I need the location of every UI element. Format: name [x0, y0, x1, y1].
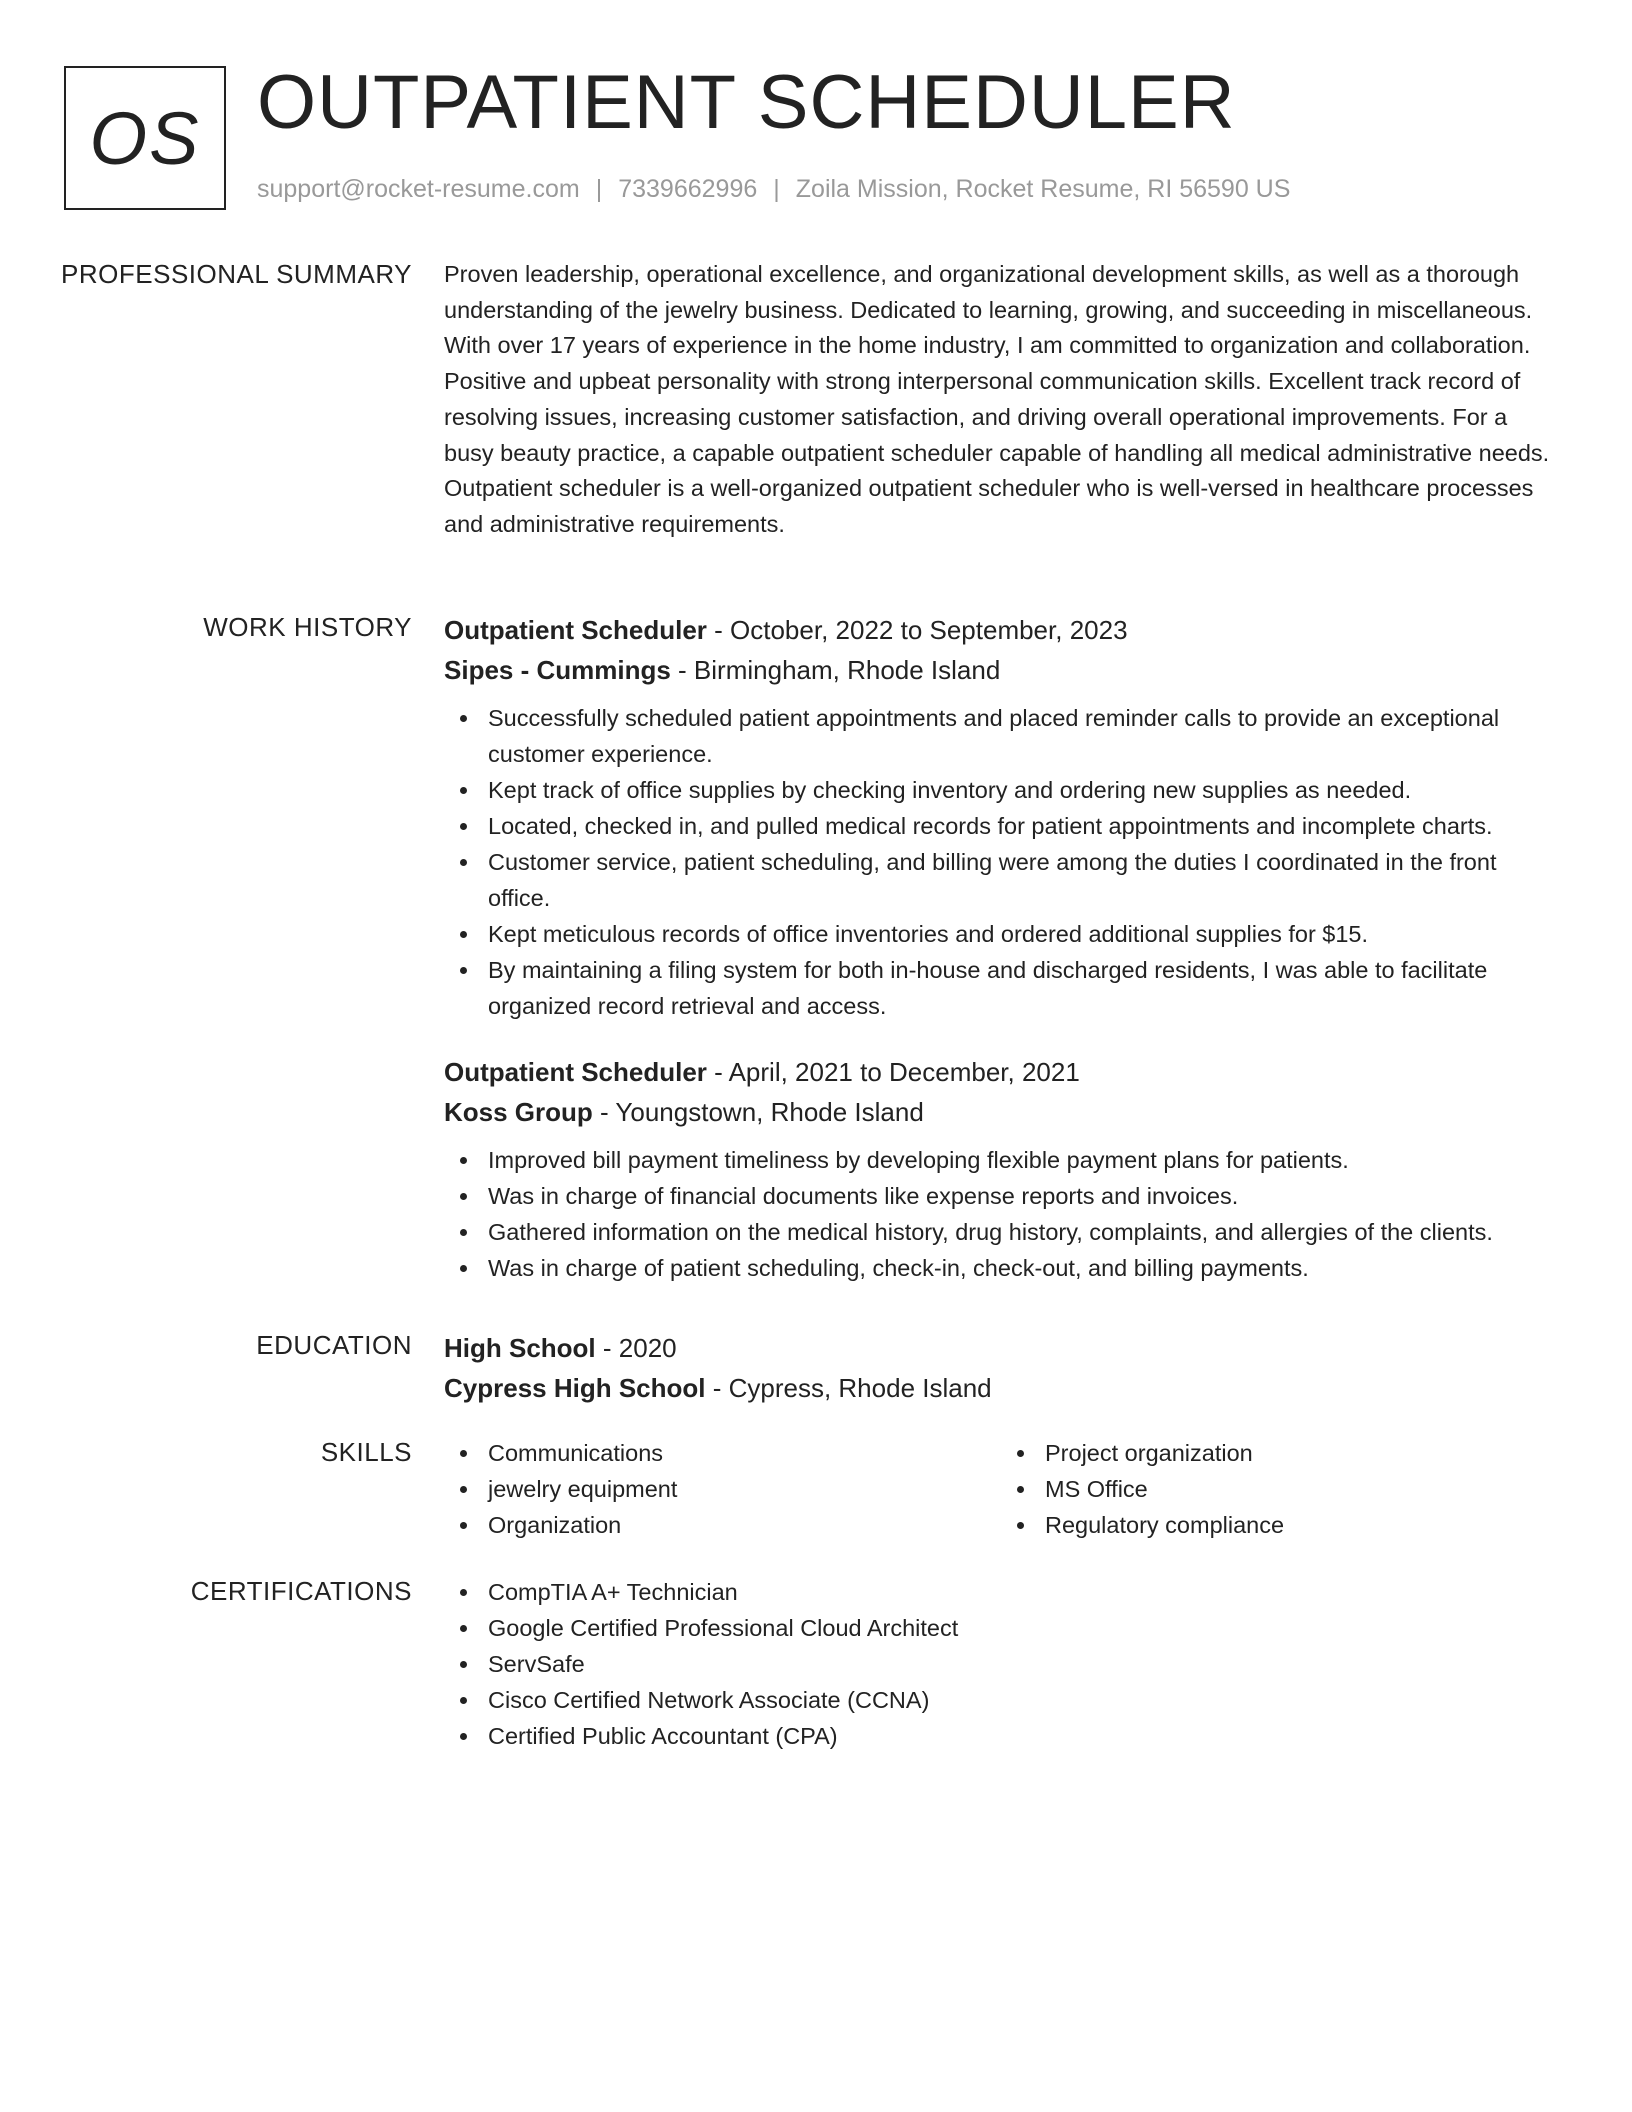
certification-item: Certified Public Accountant (CPA) — [488, 1718, 1558, 1754]
skills-grid — [444, 1435, 1558, 1543]
skill-item: Project organization — [1045, 1435, 1558, 1471]
section-label-education: EDUCATION — [256, 1330, 412, 1360]
job-bullet: Was in charge of financial documents like expense reports and invoices. — [488, 1178, 1558, 1214]
job-entry — [444, 610, 1558, 1024]
job-location: - Birmingham, Rhode Island — [670, 655, 1001, 685]
job-bullet: Customer service, patient scheduling, and billing were among the duties I coordinated in the front office. — [488, 844, 1558, 916]
job-title-line — [444, 1052, 1558, 1092]
job-dates: - April, 2021 to December, 2021 — [706, 1057, 1080, 1087]
contact-separator: | — [773, 175, 780, 203]
education-degree: High School — [444, 1333, 596, 1363]
job-bullets — [444, 700, 1558, 1024]
job-bullet: Improved bill payment timeliness by developing flexible payment plans for patients. — [488, 1142, 1558, 1178]
job-company: Sipes - Cummings — [444, 655, 671, 685]
certification-item: Cisco Certified Network Associate (CCNA) — [488, 1682, 1558, 1718]
skills-column-left — [444, 1435, 1001, 1543]
education-degree-line — [444, 1328, 1558, 1368]
education-location: - Cypress, Rhode Island — [705, 1373, 992, 1403]
contact-line — [257, 174, 1290, 204]
job-title-line — [444, 610, 1558, 650]
job-bullet: Kept track of office supplies by checking inventory and ordering new supplies as needed. — [488, 772, 1558, 808]
skill-item: Regulatory compliance — [1045, 1507, 1558, 1543]
job-title: Outpatient Scheduler — [444, 1057, 707, 1087]
monogram-logo: OS — [64, 66, 226, 210]
certification-item: Google Certified Professional Cloud Architect — [488, 1610, 1558, 1646]
job-title: Outpatient Scheduler — [444, 615, 707, 645]
skill-item: jewelry equipment — [488, 1471, 1001, 1507]
skill-item: Communications — [488, 1435, 1001, 1471]
education-school: Cypress High School — [444, 1373, 706, 1403]
job-company: Koss Group — [444, 1097, 593, 1127]
education-year: - 2020 — [595, 1333, 677, 1363]
job-company-line — [444, 650, 1558, 690]
resume-name: OUTPATIENT SCHEDULER — [257, 60, 1236, 145]
job-bullet: Was in charge of patient scheduling, check-in, check-out, and billing payments. — [488, 1250, 1558, 1286]
job-location: - Youngstown, Rhode Island — [592, 1097, 924, 1127]
section-label-work-history: WORK HISTORY — [203, 612, 412, 642]
skill-item: Organization — [488, 1507, 1001, 1543]
skill-item: MS Office — [1045, 1471, 1558, 1507]
job-bullet: Successfully scheduled patient appointments and placed reminder calls to provide an exceptional customer experience. — [488, 700, 1558, 772]
contact-separator: | — [595, 175, 603, 203]
section-label-skills: SKILLS — [320, 1437, 412, 1467]
job-dates: - October, 2022 to September, 2023 — [706, 615, 1128, 645]
contact-phone[interactable]: 7339662996 — [618, 175, 758, 203]
job-bullet: Gathered information on the medical history, drug history, complaints, and allergies of the clients. — [488, 1214, 1558, 1250]
contact-email[interactable]: support@rocket-resume.com — [257, 175, 580, 203]
section-label-certifications: CERTIFICATIONS — [190, 1576, 412, 1606]
job-entry — [444, 1052, 1558, 1286]
summary-text: Proven leadership, operational excellence, and organizational development skills, as well as a thorough understanding of the jewelry business. Dedicated to learning, growing, and succeeding in miscellaneous. With over 17 years of experience in the home industry, I am committed to organization and collaboration. Positive and upbeat personality with strong interpersonal communication skills. Excellent track record of resolving issues, increasing customer satisfaction, and driving overall operational improvements. For a busy beauty practice, a capable outpatient scheduler capable of handling all medical administrative needs. Outpatient scheduler is a well-organized outpatient scheduler who is well-versed in healthcare processes and administrative requirements. — [444, 261, 1550, 537]
job-bullet: By maintaining a filing system for both in-house and discharged residents, I was able to facilitate organized record retrieval and access. — [488, 952, 1558, 1024]
certification-item: CompTIA A+ Technician — [488, 1574, 1558, 1610]
section-label-summary: PROFESSIONAL SUMMARY — [61, 259, 412, 289]
certifications-list — [444, 1574, 1558, 1754]
contact-address: Zoila Mission, Rocket Resume, RI 56590 US — [795, 175, 1291, 203]
job-bullet: Located, checked in, and pulled medical records for patient appointments and incomplete charts. — [488, 808, 1558, 844]
certification-item: ServSafe — [488, 1646, 1558, 1682]
education-school-line — [444, 1368, 1558, 1408]
skills-column-right — [1001, 1435, 1558, 1543]
job-company-line — [444, 1092, 1558, 1132]
job-bullet: Kept meticulous records of office inventories and ordered additional supplies for $15. — [488, 916, 1558, 952]
job-bullets — [444, 1142, 1558, 1286]
